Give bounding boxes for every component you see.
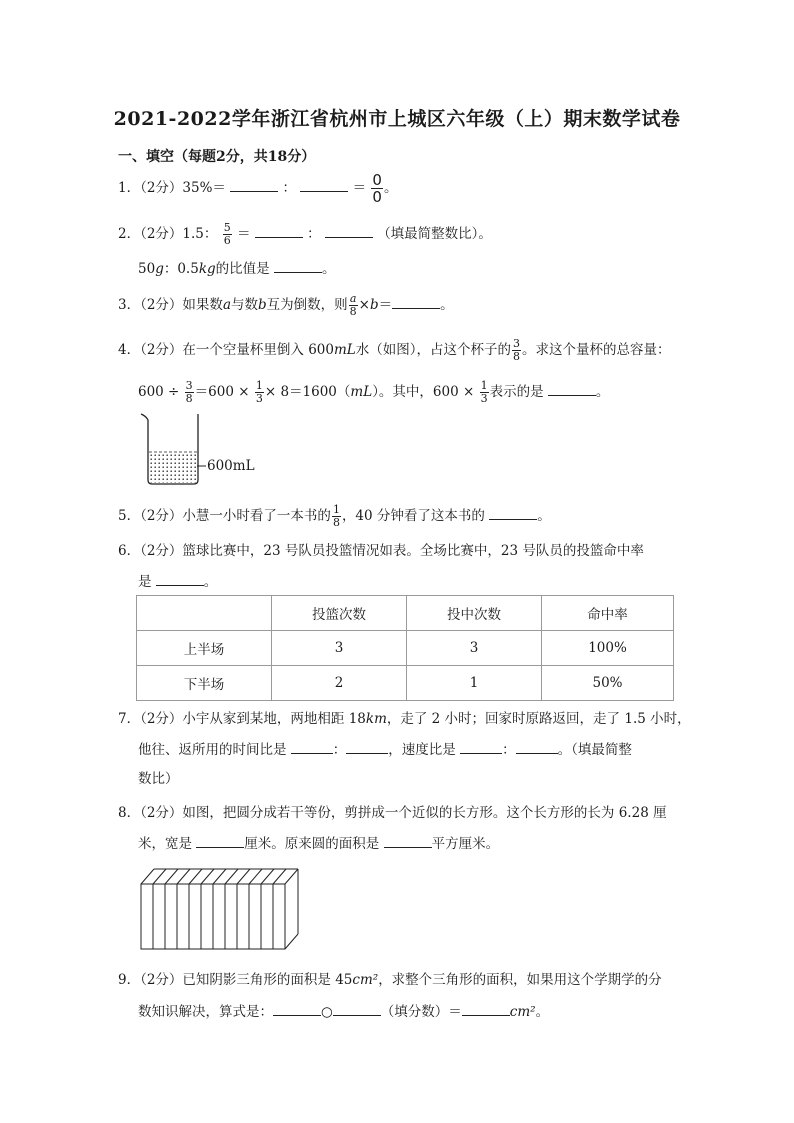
question-3: 3．（2分）如果数a与数b互为倒数，则 $\frac{a}{8}$ ×b＝ 。 [118, 292, 454, 318]
answer-blank[interactable] [392, 294, 440, 309]
answer-blank[interactable] [489, 505, 537, 520]
table-header-cell: 投中次数 [407, 596, 542, 631]
q2-equals: ＝ [237, 226, 251, 242]
q4-fraction: $\frac{3}{8}$ [185, 379, 193, 405]
question-7: 7．（2分）小宇从家到某地，两地相距 18km，走了 2 小时；回家时原路返回，走了 1.5 小时， [118, 711, 691, 727]
answer-blank[interactable] [346, 739, 388, 754]
answer-blank[interactable] [516, 739, 558, 754]
q4-fraction: $\frac{1}{3}$ [255, 379, 263, 405]
table-row [137, 666, 674, 701]
section-heading: 一、填空（每题2分，共18分） [118, 149, 316, 165]
table-cell: 50% [542, 666, 674, 701]
question-7-line-3: 数比） [138, 771, 179, 787]
q1-colon: ： [282, 180, 297, 196]
question-4: 4．（2分）在一个空量杯里倒入 600mL水（如图），占这个杯子的 $\frac{3}{8}$ 。求这个量杯的总容量： [118, 337, 671, 363]
table-header-cell: 命中率 [542, 596, 674, 631]
table-row [137, 631, 674, 666]
table-cell: 下半场 [137, 666, 272, 701]
question-8-line-2: 米，宽是 厘米。原来圆的面积是 平方厘米。 [138, 833, 499, 854]
q4-fraction: $\frac{3}{8}$ [513, 337, 521, 363]
table-cell: 100% [542, 631, 674, 666]
answer-blank[interactable] [291, 739, 333, 754]
q3-fraction: $\frac{a}{8}$ [349, 292, 357, 318]
q4-fraction: $\frac{1}{3}$ [480, 379, 488, 405]
question-5: 5．（2分）小慧一小时看了一本书的 $\frac{1}{8}$ ，40 分钟看了这本书的 。 [118, 503, 551, 529]
table-header-row [137, 596, 674, 631]
beaker-figure [138, 410, 268, 486]
question-9-line-2: 数知识解决，算式是： ○ （填分数）＝ cm²。 [138, 1001, 549, 1022]
question-1 [118, 172, 397, 205]
answer-blank[interactable] [548, 381, 596, 396]
table-cell: 3 [272, 631, 407, 666]
q2-suffix: （填最简整数比）。 [377, 226, 492, 242]
answer-blank[interactable] [230, 177, 278, 192]
table-cell: 2 [272, 666, 407, 701]
water-fill [149, 452, 197, 483]
shooting-table [136, 595, 674, 701]
answer-blank[interactable] [333, 1001, 381, 1016]
question-7-line-2: 他往、返所用的时间比是 ： ，速度比是 ： 。（填最简整 [138, 739, 632, 760]
q1-fraction: $\frac{0}{0}$ [372, 171, 382, 206]
question-2 [118, 222, 492, 247]
question-2-line-2: 50g：0.5kg的比值是 。 [138, 258, 335, 279]
answer-blank[interactable] [325, 223, 373, 238]
q1-end: 。 [383, 180, 398, 196]
q2-fraction: $\frac{5}{6}$ [223, 221, 231, 247]
answer-blank[interactable] [274, 258, 322, 273]
answer-blank[interactable] [300, 177, 348, 192]
question-4-line-2: 600 ÷ $\frac{3}{8}$ ＝600 × $\frac{1}{3}$ × 8＝1600（mL）。其中，600 × $\frac{1}{3}$ 表示的是 。 [138, 379, 610, 405]
table-cell: 1 [407, 666, 542, 701]
q2-prefix: 2．（2分）1.5： [118, 226, 218, 242]
answer-blank[interactable] [273, 1001, 321, 1016]
q5-fraction: $\frac{1}{8}$ [332, 503, 340, 529]
question-9: 9．（2分）已知阴影三角形的面积是 45cm²，求整个三角形的面积，如果用这个学期学的分 [118, 972, 662, 988]
question-6: 6．（2分）篮球比赛中，23 号队员投篮情况如表。全场比赛中，23 号队员的投篮命中率 [118, 543, 644, 559]
q1-equals: ＝ [352, 180, 367, 196]
rectangle-figure [138, 866, 302, 952]
answer-blank[interactable] [384, 833, 432, 848]
beaker-label: 600mL [207, 458, 255, 474]
answer-blank[interactable] [196, 833, 244, 848]
question-6-line-2: 是 。 [138, 571, 217, 592]
answer-blank[interactable] [156, 571, 204, 586]
operator-circle[interactable]: ○ [321, 1004, 333, 1020]
q2-colon: ： [307, 226, 321, 242]
answer-blank[interactable] [460, 739, 502, 754]
table-cell: 上半场 [137, 631, 272, 666]
page-title: 2021-2022学年浙江省杭州市上城区六年级（上）期末数学试卷 [113, 108, 681, 130]
question-8: 8．（2分）如图，把圆分成若干等份，剪拼成一个近似的长方形。这个长方形的长为 6.28 厘 [118, 805, 667, 821]
answer-blank[interactable] [255, 223, 303, 238]
table-header-cell [137, 596, 272, 631]
q1-prefix: 1．（2分）35%＝ [118, 180, 226, 196]
answer-blank[interactable] [462, 1001, 510, 1016]
table-header-cell: 投篮次数 [272, 596, 407, 631]
table-cell: 3 [407, 631, 542, 666]
